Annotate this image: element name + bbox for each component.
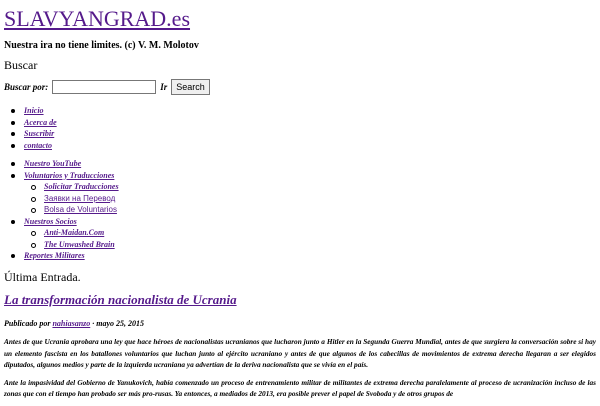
search-go-label: Ir — [160, 82, 168, 92]
search-input[interactable] — [52, 80, 156, 94]
submenu-item-solicitar — [30, 181, 119, 193]
post-author-link[interactable]: nahiasanzo — [52, 319, 91, 328]
secondary-menu — [10, 158, 119, 262]
post-meta — [4, 319, 144, 328]
submenu-link-antimaidan[interactable]: Anti-Maidan.Com — [44, 228, 105, 237]
menu-item-voluntarios — [10, 170, 119, 216]
menu-item-acerca — [10, 117, 57, 129]
menu-item-youtube — [10, 158, 119, 170]
menu-link-socios[interactable]: Nuestros Socios — [24, 216, 77, 226]
menu-item-suscribir — [10, 128, 57, 140]
menu-link-voluntarios[interactable]: Voluntarios y Traducciones — [24, 170, 115, 180]
post-body — [4, 336, 596, 406]
menu-link-acerca[interactable]: Acerca de — [24, 117, 57, 127]
submenu-item-antimaidan — [30, 227, 119, 239]
submenu-item-bolsa — [30, 204, 119, 216]
submenu-voluntarios — [30, 181, 119, 216]
menu-link-suscribir[interactable]: Suscribir — [24, 129, 55, 138]
post-paragraph: Ante la impasividad del Gobierno de Yanukovich, había comenzado un proceso de entrenamiento militar de militantes de extrema derecha paralelamente al proceso de ucranización incluso de las zonas que con el tiempo han probado ser más pro-rusas. Ya entonces, a mediados de 2013, era posible prever el papel de Svoboda y de otros grupos de — [4, 377, 596, 398]
menu-link-youtube[interactable]: Nuestro YouTube — [24, 159, 82, 168]
search-button[interactable]: Search — [171, 79, 210, 95]
submenu-link-bolsa[interactable]: Bolsa de Voluntarios — [44, 205, 117, 214]
search-label: Buscar por: — [4, 82, 49, 92]
menu-link-reportes[interactable]: Reportes Militares — [24, 251, 85, 260]
menu-item-socios — [10, 216, 119, 251]
site-tagline: Nuestra ira no tiene limites. (c) V. M. Molotov — [4, 40, 199, 51]
search-heading: Buscar — [4, 58, 38, 72]
search-form — [4, 79, 210, 95]
menu-link-contacto[interactable]: contacto — [24, 140, 52, 150]
submenu-item-zayavki — [30, 193, 119, 205]
post-meta-prefix: Publicado por — [4, 319, 51, 328]
main-menu — [10, 105, 57, 151]
site-title-link[interactable]: SLAVYANGRAD.es — [4, 6, 191, 31]
submenu-socios — [30, 227, 119, 250]
post-date: · mayo 25, 2015 — [92, 319, 145, 328]
post-paragraph: Antes de que Ucrania aprobara una ley que hace héroes de nacionalistas ucranianos que lucharon junto a Hitler en la Segunda Guerra Mundial, antes de que surgiera la conversación sobre si hay un elemento fascista en los batallones voluntarios que luchan junto al ejército ucraniano y antes de que algunos de los cabecillas de movimientos de extrema derecha llegaran a ser elegidos diputados, algunos medios y parte de la izquierda ucraniana ya advertían de la deriva nacionalista que se vivía en el país. — [4, 337, 596, 369]
menu-item-reportes — [10, 250, 119, 262]
submenu-item-unwashed — [30, 239, 119, 251]
submenu-link-solicitar[interactable]: Solicitar Traducciones — [44, 182, 119, 191]
post-title-link[interactable]: La transformación nacionalista de Ucrania — [4, 292, 237, 307]
submenu-link-zayavki[interactable]: Заявки на Перевод — [44, 193, 116, 203]
latest-entry-heading: Última Entrada. — [4, 270, 81, 284]
submenu-link-unwashed[interactable]: The Unwashed Brain — [44, 239, 115, 249]
menu-item-inicio — [10, 105, 57, 117]
menu-link-inicio[interactable]: Inicio — [24, 106, 44, 115]
menu-item-contacto — [10, 140, 57, 152]
